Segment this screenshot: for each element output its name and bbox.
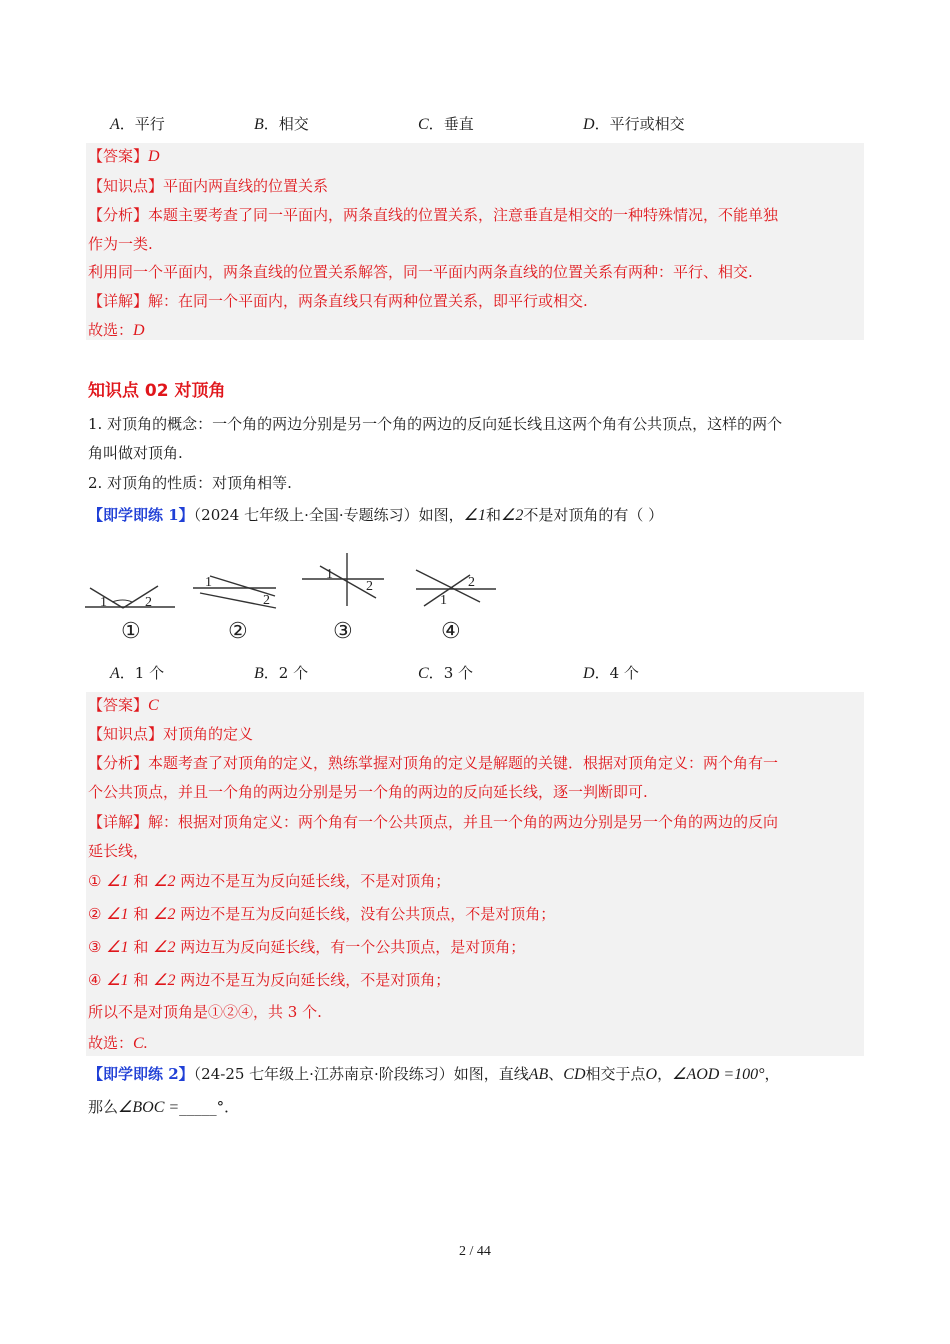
answer-line: 【答案】D	[88, 147, 160, 165]
page-number: 2 / 44	[459, 1244, 491, 1259]
detail2-line-1: 【详解】解：根据对顶角定义：两个角有一个公共顶点，并且一个角的两边分别是另一个角的两边的反向	[88, 813, 779, 831]
knowledge2-line: 【知识点】对顶角的定义	[88, 725, 254, 743]
knowledge-point-line: 【知识点】平面内两直线的位置关系	[88, 177, 329, 195]
property-line: 2. 对顶角的性质：对顶角相等.	[88, 474, 292, 492]
figure-label-1: ①	[121, 619, 141, 644]
q2-option-b: B．2 个	[254, 664, 309, 682]
analysis2-line-1: 【分析】本题考查了对顶角的定义，熟练掌握对顶角的定义是解题的关键．根据对顶角定义：两个角有一	[88, 754, 779, 772]
fig1-right-ray	[123, 586, 158, 608]
analysis-line-2: 作为一类.	[88, 235, 153, 253]
exercise-2-question: 那么∠BOC =_____°．	[88, 1098, 240, 1116]
detail2-item-2: ② ∠1 和 ∠2 两边不是互为反向延长线，没有公共顶点，不是对顶角；	[88, 905, 556, 923]
figure-label-3: ③	[333, 619, 353, 644]
section-title: 知识点 02 对顶角	[88, 381, 226, 401]
vertical-angles-figures	[80, 548, 510, 618]
figure-label-2: ②	[228, 619, 248, 644]
analysis-line-3: 利用同一个平面内，两条直线的位置关系解答，同一平面内两条直线的位置关系有两种：平行、相交.	[88, 263, 753, 281]
option-d: D．平行或相交	[583, 115, 685, 133]
detail2-item-4: ④ ∠1 和 ∠2 两边不是互为反向延长线，不是对顶角；	[88, 971, 451, 989]
concept-line-2: 角叫做对顶角.	[88, 444, 183, 462]
fig4-label-2: 2	[468, 575, 475, 590]
summary-line: 所以不是对顶角是①②④，共 3 个.	[88, 1003, 322, 1021]
q2-option-a: A．1 个	[110, 664, 165, 682]
detail2-item-3: ③ ∠1 和 ∠2 两边互为反向延长线，有一个公共顶点，是对顶角；	[88, 938, 526, 956]
answer-blank: _____	[179, 1098, 217, 1116]
fig3-label-2: 2	[366, 579, 373, 594]
fig3-label-1: 1	[326, 567, 333, 582]
fig4-label-1: 1	[440, 593, 447, 608]
fig1-arc	[112, 600, 132, 602]
option-c: C．垂直	[418, 115, 474, 133]
answer2-line: 【答案】C	[88, 696, 159, 714]
detail2-item-1: ① ∠1 和 ∠2 两边不是互为反向延长线，不是对顶角；	[88, 872, 451, 890]
analysis2-line-2: 个公共顶点，并且一个角的两边分别是另一个角的两边的反向延长线，逐一判断即可.	[88, 783, 648, 801]
fig2-label-2: 2	[263, 593, 270, 608]
concept-line-1: 1. 对顶角的概念：一个角的两边分别是另一个角的两边的反向延长线且这两个角有公共顶点，这样的两个	[88, 415, 783, 433]
option-b: B．相交	[254, 115, 309, 133]
exercise-2-stem: 【即学即练 2】（24-25 七年级上·江苏南京·阶段练习）如图，直线AB、CD相交于点O，∠AOD =100°，	[88, 1065, 780, 1083]
exercise-1-stem: 【即学即练 1】（2024 七年级上·全国·专题练习）如图，∠1和∠2不是对顶角的有（ ）	[88, 506, 664, 524]
fig1-label-1: 1	[100, 595, 107, 610]
q2-option-d: D．4 个	[583, 664, 639, 682]
analysis-line-1: 【分析】本题主要考查了同一平面内，两条直线的位置关系，注意垂直是相交的一种特殊情况，不能单独	[88, 206, 779, 224]
fig2-label-1: 1	[205, 575, 212, 590]
figure-label-4: ④	[441, 619, 461, 644]
fig4-slant-2	[424, 575, 470, 606]
option-a: A．平行	[110, 115, 165, 133]
q2-option-c: C．3 个	[418, 664, 473, 682]
fig1-label-2: 2	[145, 595, 152, 610]
detail-line: 【详解】解：在同一个平面内，两条直线只有两种位置关系，即平行或相交.	[88, 292, 588, 310]
choose2-line: 故选：C.	[88, 1034, 148, 1052]
detail2-line-2: 延长线，	[88, 842, 149, 860]
choose-line: 故选：D	[88, 321, 145, 339]
